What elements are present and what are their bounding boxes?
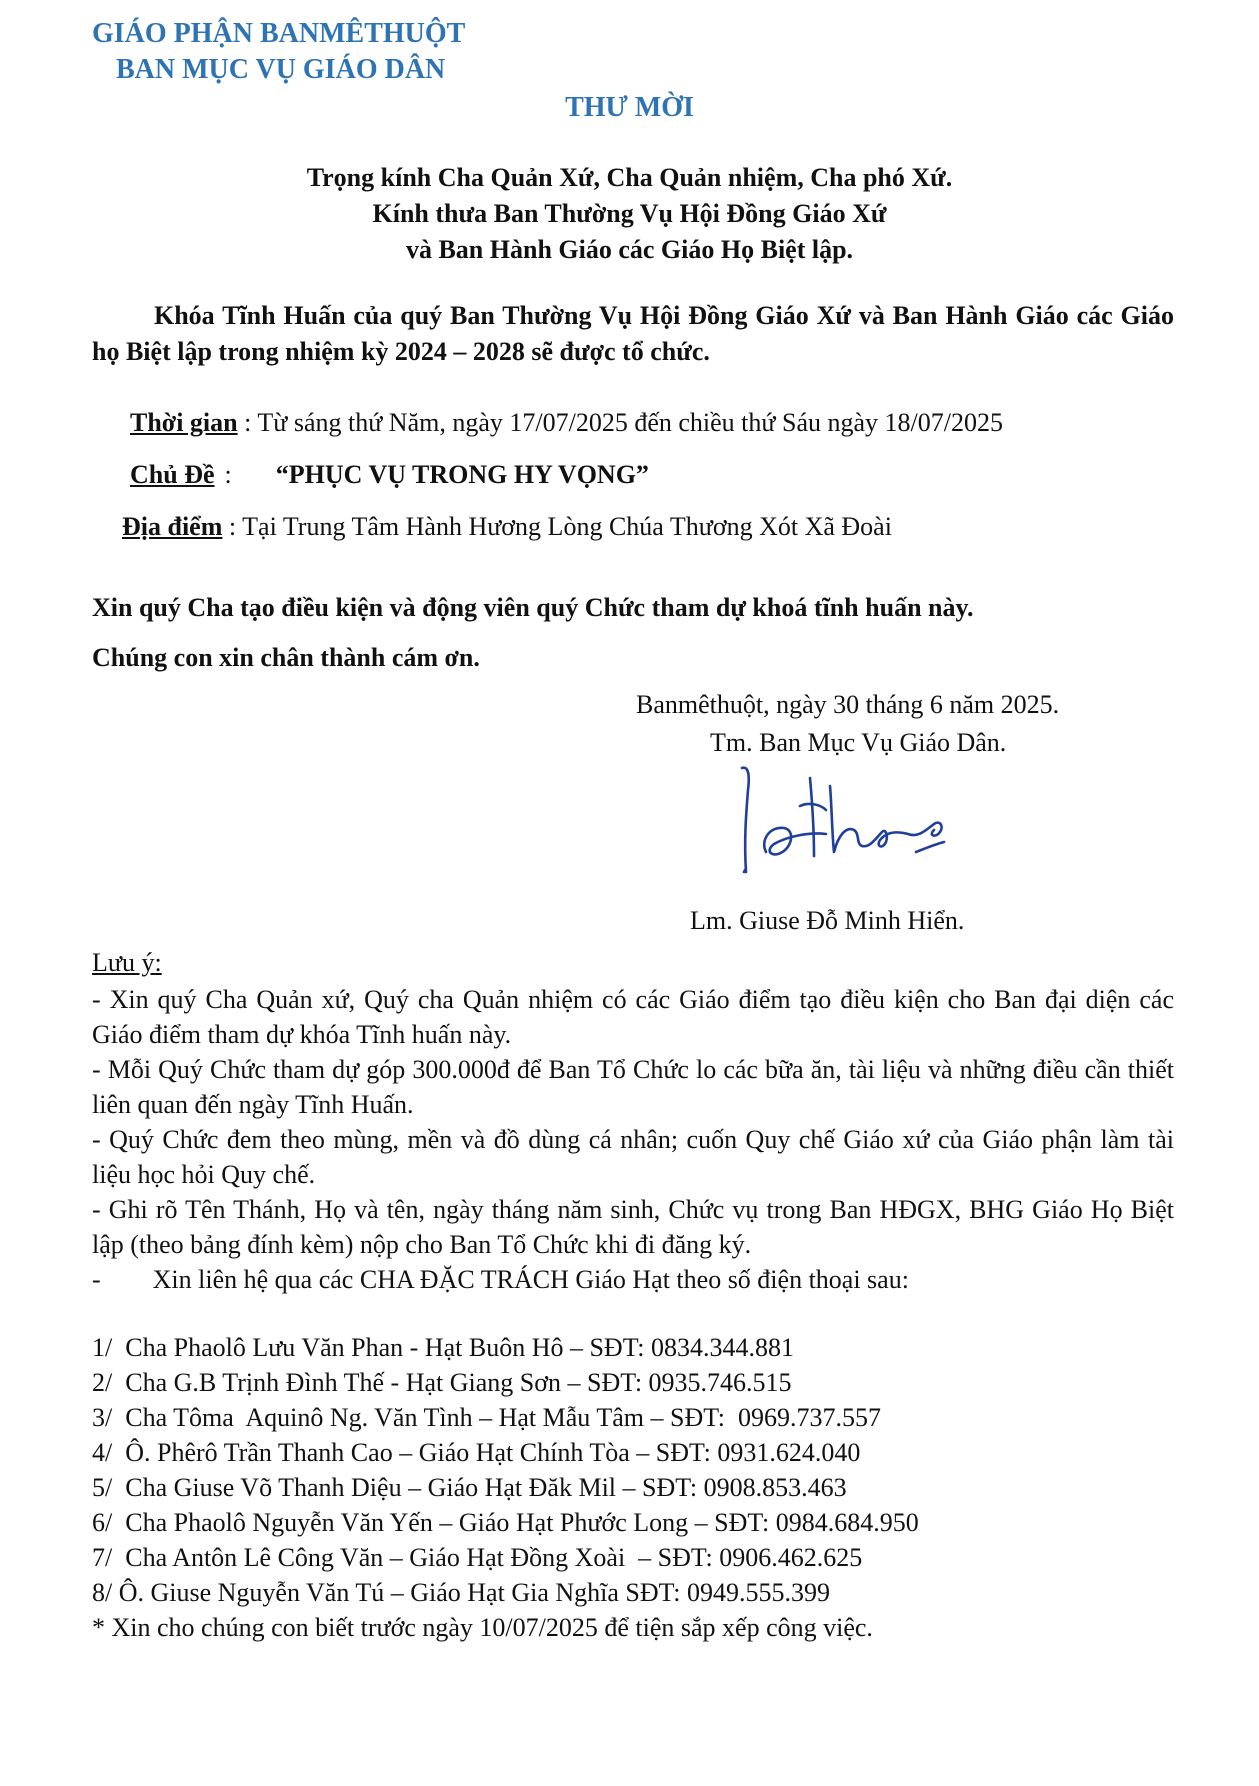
contact-list bbox=[92, 1330, 919, 1645]
on-behalf-line: Tm. Ban Mục Vụ Giáo Dân. bbox=[710, 728, 1007, 757]
salutation-line: và Ban Hành Giáo các Giáo Họ Biệt lập. bbox=[405, 235, 854, 264]
place-label: Địa điểm bbox=[122, 512, 223, 541]
note-item: - Quý Chức đem theo mùng, mền và đồ dùng cá nhân; cuốn Quy chế Giáo xứ của Giáo phận làm tài liệu học hỏi Quy chế. bbox=[92, 1125, 1174, 1189]
contact-item: 3/ Cha Tôma Aquinô Ng. Văn Tình – Hạt Mẫu Tâm – SĐT: 0969.737.557 bbox=[92, 1403, 882, 1432]
note-item: - Xin quý Cha Quản xứ, Quý cha Quản nhiệm có các Giáo điểm tạo điều kiện cho Ban đại diện các Giáo điểm tham dự khóa Tĩnh huấn này. bbox=[92, 985, 1174, 1049]
salutation bbox=[0, 160, 1259, 268]
deadline-note: * Xin cho chúng con biết trước ngày 10/07/2025 để tiện sắp xếp công việc. bbox=[92, 1613, 873, 1642]
theme-label: Chủ Đề bbox=[130, 460, 215, 489]
intro-paragraph: Khóa Tĩnh Huấn của quý Ban Thường Vụ Hội Đồng Giáo Xứ và Ban Hành Giáo các Giáo họ Biệt lập trong nhiệm kỳ 2024 – 2028 sẽ được tổ chức. bbox=[92, 301, 1174, 366]
theme-value: “PHỤC VỤ TRONG HY VỌNG” bbox=[275, 460, 649, 489]
ministry-name: BAN MỤC VỤ GIÁO DÂN bbox=[116, 54, 446, 85]
time-label: Thời gian bbox=[130, 408, 238, 437]
contact-item: 4/ Ô. Phêrô Trần Thanh Cao – Giáo Hạt Chính Tòa – SĐT: 0931.624.040 bbox=[92, 1438, 861, 1467]
thanks-line: Chúng con xin chân thành cám ơn. bbox=[92, 643, 480, 672]
place-row bbox=[122, 510, 892, 544]
handwritten-signature bbox=[730, 760, 990, 880]
contact-item: 2/ Cha G.B Trịnh Đình Thế - Hạt Giang Sơn – SĐT: 0935.746.515 bbox=[92, 1368, 792, 1397]
place-value: : Tại Trung Tâm Hành Hương Lòng Chúa Thương Xót Xã Đoài bbox=[222, 512, 892, 541]
letter-title: THƯ MỜI bbox=[565, 92, 694, 123]
contact-item: 1/ Cha Phaolô Lưu Văn Phan - Hạt Buôn Hô – SĐT: 0834.344.881 bbox=[92, 1333, 795, 1362]
theme-separator: : bbox=[224, 460, 232, 489]
contact-item: 5/ Cha Giuse Võ Thanh Diệu – Giáo Hạt Đăk Mil – SĐT: 0908.853.463 bbox=[92, 1473, 847, 1502]
date-line: Banmêthuột, ngày 30 tháng 6 năm 2025. bbox=[636, 690, 1060, 719]
contact-item: 6/ Cha Phaolô Nguyễn Văn Yến – Giáo Hạt Phước Long – SĐT: 0984.684.950 bbox=[92, 1508, 919, 1537]
request-line: Xin quý Cha tạo điều kiện và động viên quý Chức tham dự khoá tĩnh huấn này. bbox=[92, 593, 974, 622]
theme-row bbox=[130, 458, 649, 492]
time-value: : Từ sáng thứ Năm, ngày 17/07/2025 đến chiều thứ Sáu ngày 18/07/2025 bbox=[237, 408, 1003, 437]
notes-title: Lưu ý: bbox=[92, 948, 162, 977]
salutation-line: Kính thưa Ban Thường Vụ Hội Đồng Giáo Xứ bbox=[372, 199, 887, 228]
contact-item: 7/ Cha Antôn Lê Công Văn – Giáo Hạt Đồng Xoài – SĐT: 0906.462.625 bbox=[92, 1543, 863, 1572]
note-item: - Mỗi Quý Chức tham dự góp 300.000đ để Ban Tổ Chức lo các bữa ăn, tài liệu và những điều cần thiết liên quan đến ngày Tĩnh Huấn. bbox=[92, 1055, 1174, 1119]
diocese-name: GIÁO PHẬN BANMÊTHUỘT bbox=[92, 18, 466, 49]
notes-list bbox=[92, 982, 1174, 1297]
salutation-line: Trọng kính Cha Quản Xứ, Cha Quản nhiệm, Cha phó Xứ. bbox=[306, 163, 953, 192]
contact-item: 8/ Ô. Giuse Nguyễn Văn Tú – Giáo Hạt Gia Nghĩa SĐT: 0949.555.399 bbox=[92, 1578, 830, 1607]
note-item: - Xin liên hệ qua các CHA ĐẶC TRÁCH Giáo Hạt theo số điện thoại sau: bbox=[92, 1265, 909, 1294]
signer-name: Lm. Giuse Đỗ Minh Hiển. bbox=[690, 906, 965, 935]
time-row bbox=[130, 406, 1003, 440]
note-item: - Ghi rõ Tên Thánh, Họ và tên, ngày tháng năm sinh, Chức vụ trong Ban HĐGX, BHG Giáo Họ Biệt lập (theo bảng đính kèm) nộp cho Ban Tổ Chức khi đi đăng ký. bbox=[92, 1195, 1174, 1259]
